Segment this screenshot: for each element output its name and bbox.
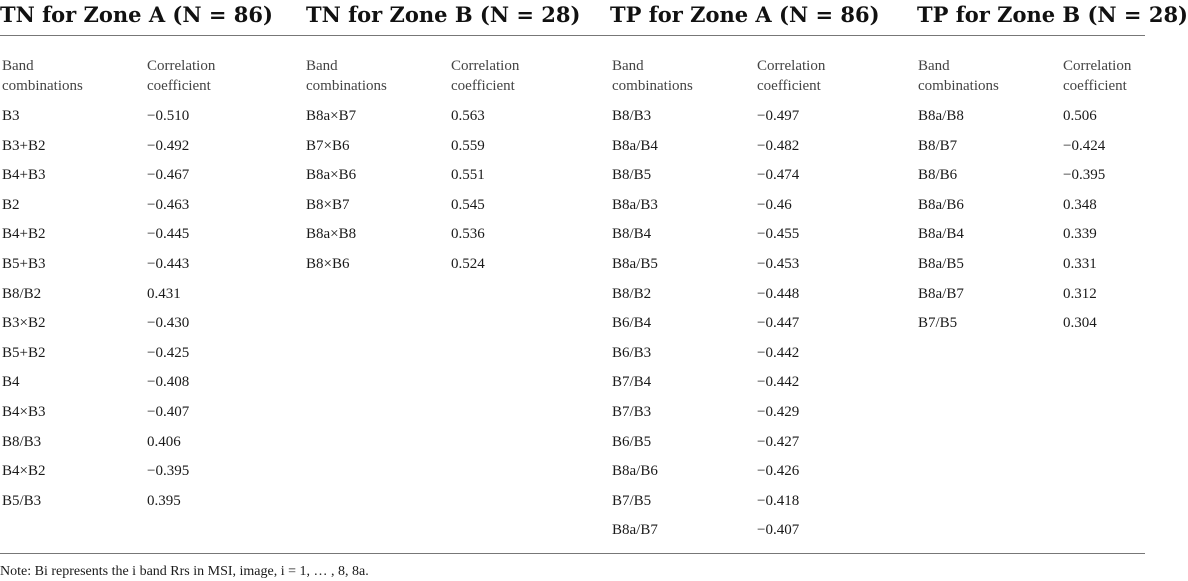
band-combination-cell: B8/B4 (612, 226, 652, 242)
correlation-coefficient-cell: 0.559 (451, 138, 485, 154)
column-header-band: Band (918, 58, 950, 74)
correlation-coefficient-cell: −0.455 (757, 226, 800, 242)
band-combination-cell: B8/B2 (2, 286, 42, 302)
band-combination-cell: B4+B3 (2, 167, 46, 183)
band-combination-cell: B4×B3 (2, 404, 46, 420)
column-header-correlation: coefficient (1063, 78, 1127, 94)
band-combination-cell: B8/B5 (612, 167, 652, 183)
band-combination-cell: B4×B2 (2, 463, 46, 479)
band-combination-cell: B8a/B4 (918, 226, 964, 242)
band-combination-cell: B7/B5 (918, 315, 958, 331)
title-divider (0, 35, 1145, 36)
column-header-correlation: coefficient (147, 78, 211, 94)
band-combination-cell: B3 (2, 108, 20, 124)
table-note: Note: Bi represents the i band Rrs in MSI, image, i = 1, … , 8, 8a. (0, 564, 369, 579)
band-combination-cell: B8a/B6 (918, 197, 964, 213)
column-header-band: combinations (306, 78, 387, 94)
column-header-correlation: coefficient (451, 78, 515, 94)
bottom-rule (0, 553, 1145, 554)
correlation-coefficient-cell: −0.442 (757, 374, 800, 390)
band-combination-cell: B7/B5 (612, 493, 652, 509)
band-combination-cell: B8a/B3 (612, 197, 658, 213)
correlation-coefficient-cell: −0.474 (757, 167, 800, 183)
band-combination-cell: B7×B6 (306, 138, 350, 154)
correlation-coefficient-cell: −0.407 (757, 522, 800, 538)
correlation-coefficient-cell: −0.463 (147, 197, 190, 213)
column-header-correlation: coefficient (757, 78, 821, 94)
correlation-coefficient-cell: 0.536 (451, 226, 485, 242)
correlation-coefficient-cell: −0.408 (147, 374, 190, 390)
band-combination-cell: B7/B3 (612, 404, 652, 420)
column-header-band: combinations (918, 78, 999, 94)
correlation-coefficient-cell: 0.506 (1063, 108, 1097, 124)
column-header-band: combinations (2, 78, 83, 94)
band-combination-cell: B8a×B6 (306, 167, 357, 183)
correlation-coefficient-cell: 0.304 (1063, 315, 1097, 331)
column-header-band: Band (612, 58, 644, 74)
correlation-coefficient-cell: −0.442 (757, 345, 800, 361)
correlation-coefficient-cell: 0.331 (1063, 256, 1097, 272)
correlation-coefficient-cell: 0.339 (1063, 226, 1097, 242)
correlation-coefficient-cell: 0.406 (147, 434, 181, 450)
correlation-coefficient-cell: −0.46 (757, 197, 792, 213)
group-title: TP for Zone A (N = 86) (610, 2, 880, 27)
band-combination-cell: B8a/B5 (612, 256, 658, 272)
band-combination-cell: B5/B3 (2, 493, 42, 509)
band-combination-cell: B6/B5 (612, 434, 652, 450)
correlation-coefficient-cell: −0.443 (147, 256, 190, 272)
band-combination-cell: B3×B2 (2, 315, 46, 331)
band-combination-cell: B4 (2, 374, 20, 390)
correlation-coefficient-cell: −0.430 (147, 315, 190, 331)
band-combination-cell: B6/B3 (612, 345, 652, 361)
band-combination-cell: B5+B2 (2, 345, 46, 361)
correlation-coefficient-cell: −0.425 (147, 345, 190, 361)
band-combination-cell: B8/B2 (612, 286, 652, 302)
correlation-coefficient-cell: −0.426 (757, 463, 800, 479)
band-combination-cell: B8/B3 (2, 434, 42, 450)
correlation-coefficient-cell: −0.427 (757, 434, 800, 450)
column-header-correlation: Correlation (451, 58, 520, 74)
correlation-coefficient-cell: −0.418 (757, 493, 800, 509)
group-title: TN for Zone A (N = 86) (0, 2, 273, 27)
correlation-coefficient-cell: −0.448 (757, 286, 800, 302)
correlation-coefficient-cell: −0.467 (147, 167, 190, 183)
band-combination-cell: B8a/B4 (612, 138, 658, 154)
correlation-coefficient-cell: −0.492 (147, 138, 190, 154)
correlation-coefficient-cell: −0.497 (757, 108, 800, 124)
band-combination-cell: B2 (2, 197, 20, 213)
band-combination-cell: B8/B6 (918, 167, 958, 183)
band-combination-cell: B4+B2 (2, 226, 46, 242)
correlation-coefficient-cell: 0.545 (451, 197, 485, 213)
band-combination-cell: B8/B3 (612, 108, 652, 124)
group-title: TP for Zone B (N = 28) (917, 2, 1188, 27)
correlation-coefficient-cell: 0.551 (451, 167, 485, 183)
correlation-coefficient-cell: −0.453 (757, 256, 800, 272)
correlation-coefficient-cell: 0.563 (451, 108, 485, 124)
band-combination-cell: B8a/B6 (612, 463, 658, 479)
band-combination-cell: B8×B7 (306, 197, 350, 213)
correlation-coefficient-cell: −0.447 (757, 315, 800, 331)
column-header-correlation: Correlation (757, 58, 826, 74)
band-combination-cell: B6/B4 (612, 315, 652, 331)
correlation-coefficient-cell: 0.312 (1063, 286, 1097, 302)
group-title: TN for Zone B (N = 28) (306, 2, 581, 27)
correlation-coefficient-cell: −0.482 (757, 138, 800, 154)
band-combination-cell: B3+B2 (2, 138, 46, 154)
correlation-coefficient-cell: −0.429 (757, 404, 800, 420)
correlation-coefficient-cell: 0.348 (1063, 197, 1097, 213)
band-combination-cell: B8×B6 (306, 256, 350, 272)
correlation-coefficient-cell: −0.510 (147, 108, 190, 124)
band-combination-cell: B8a/B7 (612, 522, 658, 538)
column-header-band: combinations (612, 78, 693, 94)
column-header-band: Band (2, 58, 34, 74)
correlation-coefficient-cell: −0.445 (147, 226, 190, 242)
correlation-coefficient-cell: −0.395 (147, 463, 190, 479)
correlation-coefficient-cell: 0.395 (147, 493, 181, 509)
band-combination-cell: B7/B4 (612, 374, 652, 390)
column-header-correlation: Correlation (147, 58, 216, 74)
column-header-correlation: Correlation (1063, 58, 1132, 74)
correlation-coefficient-cell: −0.395 (1063, 167, 1106, 183)
correlation-coefficient-cell: −0.424 (1063, 138, 1106, 154)
band-combination-cell: B8a/B5 (918, 256, 964, 272)
correlation-coefficient-cell: 0.524 (451, 256, 485, 272)
band-combination-cell: B8a×B8 (306, 226, 357, 242)
band-combination-cell: B8a/B8 (918, 108, 964, 124)
band-combination-cell: B8/B7 (918, 138, 958, 154)
band-combination-cell: B8a×B7 (306, 108, 357, 124)
correlation-coefficient-cell: −0.407 (147, 404, 190, 420)
column-header-band: Band (306, 58, 338, 74)
band-combination-cell: B5+B3 (2, 256, 46, 272)
band-combination-cell: B8a/B7 (918, 286, 964, 302)
correlation-coefficient-cell: 0.431 (147, 286, 181, 302)
